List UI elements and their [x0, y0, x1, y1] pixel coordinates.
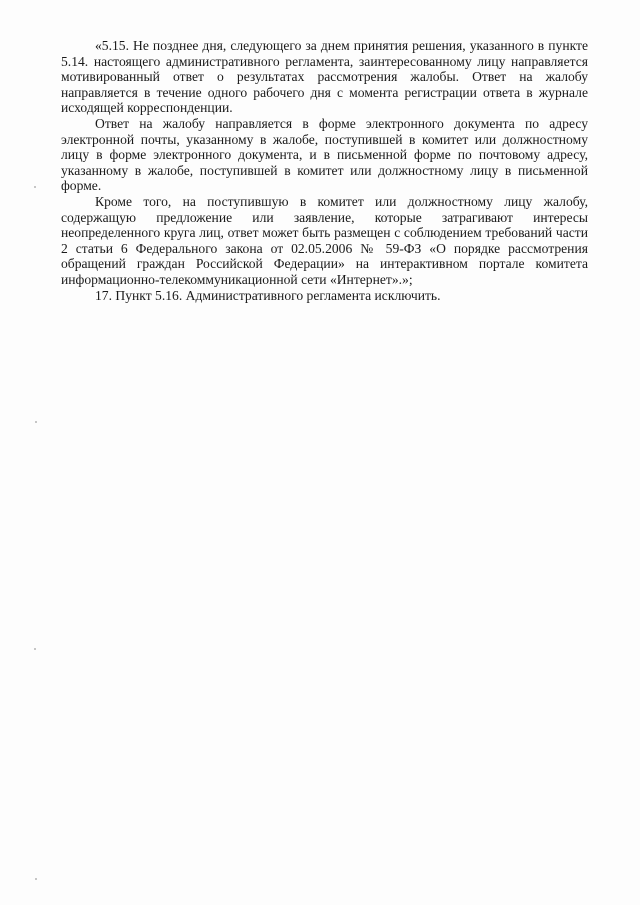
document-body — [61, 38, 588, 303]
scan-speck — [34, 186, 36, 188]
paragraph-item-17: 17. Пункт 5.16. Административного регламента исключить. — [95, 287, 441, 303]
paragraph-5-15: «5.15. Не позднее дня, следующего за днем принятия решения, указанного в пункте 5.14. настоящего административного регламента, заинтересованному лицу направляется мотивированный ответ о результатах рассмотрения жалобы. Ответ на жалобу направляется в течение одного рабочего дня с момента регистрации ответа в журнале исходящей корреспонденции. — [61, 38, 588, 116]
scan-speck — [35, 878, 37, 880]
scan-speck — [35, 421, 37, 423]
paragraph-response-forms: Ответ на жалобу направляется в форме электронного документа по адресу электронной почты, указанному в жалобе, поступившей в комитет или должностному лицу в форме электронного документа, и в письменной форме по почтовому адресу, указанному в жалобе, поступившей в комитет или должностному лицу в письменной форме. — [61, 115, 588, 194]
paragraph-public-posting: Кроме того, на поступившую в комитет или должностному лицу жалобу, содержащую предложение или заявление, которые затрагивают интересы неопределенного круга лиц, ответ может быть размещен с соблюдением требований части 2 статьи 6 Федерального закона от 02.05.2006 № 59-ФЗ «О порядке рассмотрения обращений граждан Российской Федерации» на интерактивном портале комитета информационно-телекоммуникационной сети «Интернет».»; — [61, 193, 588, 287]
scan-speck — [34, 648, 36, 650]
